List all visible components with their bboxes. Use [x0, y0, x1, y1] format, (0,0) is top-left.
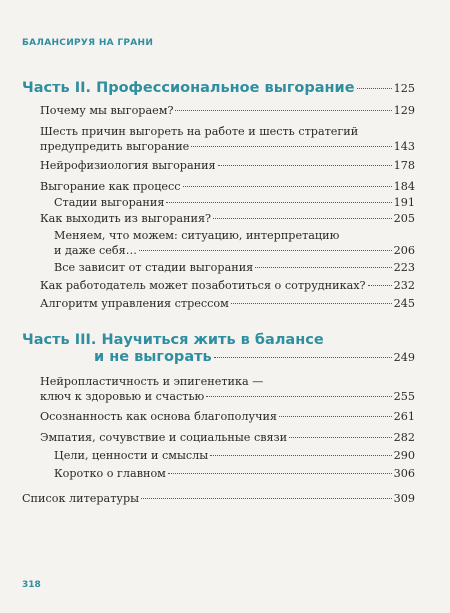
toc-entry-title: и даже себя…: [54, 244, 137, 257]
toc-part-2[interactable]: [22, 80, 415, 97]
leader-dots: [139, 250, 392, 251]
leader-dots: [289, 437, 392, 438]
toc-entry-title: Выгорание как процесс: [40, 180, 181, 193]
leader-dots: [279, 416, 392, 417]
toc-entry-title-line1: Нейропластичность и эпигенетика —: [40, 375, 264, 388]
toc-entry-title: Осознанность как основа благополучия: [40, 410, 277, 423]
toc-subentry[interactable]: [54, 467, 415, 481]
toc-page-number: 178: [393, 159, 415, 172]
toc-part-3[interactable]: [94, 349, 415, 366]
toc-page-number: 129: [393, 104, 415, 117]
toc-entry[interactable]: [40, 140, 415, 154]
toc-page-number: 282: [393, 431, 415, 444]
toc-page-number: 309: [393, 492, 415, 505]
leader-dots: [210, 455, 391, 456]
toc-page-number: 249: [393, 351, 415, 364]
leader-dots: [231, 303, 392, 304]
toc-page-number: 245: [393, 297, 415, 310]
leader-dots: [213, 218, 392, 219]
leader-dots: [218, 165, 392, 166]
toc-entry-title: Почему мы выгораем?: [40, 104, 174, 117]
toc-entry[interactable]: [40, 104, 415, 118]
leader-dots: [166, 202, 391, 203]
toc-entry-title: Как выходить из выгорания?: [40, 212, 212, 225]
toc-page-number: 205: [393, 212, 415, 225]
toc-entry[interactable]: [40, 212, 415, 226]
toc-page-number: 206: [393, 244, 415, 257]
toc-entry-title: Нейрофизиология выгорания: [40, 159, 216, 172]
toc-entry-title: Стадии выгорания: [54, 196, 165, 209]
toc-entry-title: Список литературы: [22, 492, 140, 505]
leader-dots: [214, 357, 392, 358]
toc-entry-title: Как работодатель может позаботиться о сотрудниках?: [40, 279, 366, 292]
toc-subentry[interactable]: [54, 449, 415, 463]
toc-entry[interactable]: [40, 431, 415, 445]
toc-page-number: 232: [393, 279, 415, 292]
toc-page-number: 290: [393, 449, 415, 462]
toc-subentry[interactable]: [54, 196, 415, 210]
toc-page-number: 306: [393, 467, 415, 480]
toc-entry-title: Алгоритм управления стрессом: [40, 297, 229, 310]
leader-dots: [357, 88, 392, 89]
leader-dots: [141, 498, 392, 499]
leader-dots: [368, 285, 392, 286]
toc-entry[interactable]: [40, 159, 415, 173]
toc-entry[interactable]: [40, 410, 415, 424]
toc-subentry[interactable]: [54, 261, 415, 275]
toc-entry-title: Эмпатия, сочувствие и социальные связи: [40, 431, 288, 444]
toc-entry-title: Цели, ценности и смыслы: [54, 449, 209, 462]
toc-part-title-line1: Часть III. Научиться жить в балансе: [22, 332, 324, 348]
toc-page-number: 261: [393, 410, 415, 423]
toc-subentry[interactable]: [54, 244, 415, 258]
toc-entry-title: Коротко о главном: [54, 467, 166, 480]
toc-entry[interactable]: [40, 297, 415, 311]
toc-entry[interactable]: [40, 180, 415, 194]
toc-page-number: 143: [393, 140, 415, 153]
toc-entry-title-line1: Меняем, что можем: ситуацию, интерпретацию: [54, 229, 340, 242]
leader-dots: [168, 473, 392, 474]
toc-entry-title: ключ к здоровью и счастью: [40, 390, 205, 403]
toc-part-title: и не выгорать: [94, 349, 212, 365]
leader-dots: [175, 110, 391, 111]
leader-dots: [191, 146, 391, 147]
toc-entry-title-line1: Шесть причин выгореть на работе и шесть стратегий: [40, 125, 359, 138]
toc-entry-title: предупредить выгорание: [40, 140, 190, 153]
page-number: 318: [22, 580, 41, 590]
toc-page-number: 125: [393, 82, 415, 95]
leader-dots: [183, 186, 392, 187]
running-head: БАЛАНСИРУЯ НА ГРАНИ: [22, 38, 154, 48]
toc-page-number: 184: [393, 180, 415, 193]
toc-page-number: 191: [393, 196, 415, 209]
toc-entry[interactable]: [40, 390, 415, 404]
toc-entry-title: Все зависит от стадии выгорания: [54, 261, 254, 274]
toc-part-title: Часть II. Профессиональное выгорание: [22, 80, 355, 96]
toc-page-number: 255: [393, 390, 415, 403]
leader-dots: [255, 267, 391, 268]
leader-dots: [206, 396, 391, 397]
toc-bibliography[interactable]: [22, 492, 415, 506]
toc-page-number: 223: [393, 261, 415, 274]
toc-entry[interactable]: [40, 279, 415, 293]
